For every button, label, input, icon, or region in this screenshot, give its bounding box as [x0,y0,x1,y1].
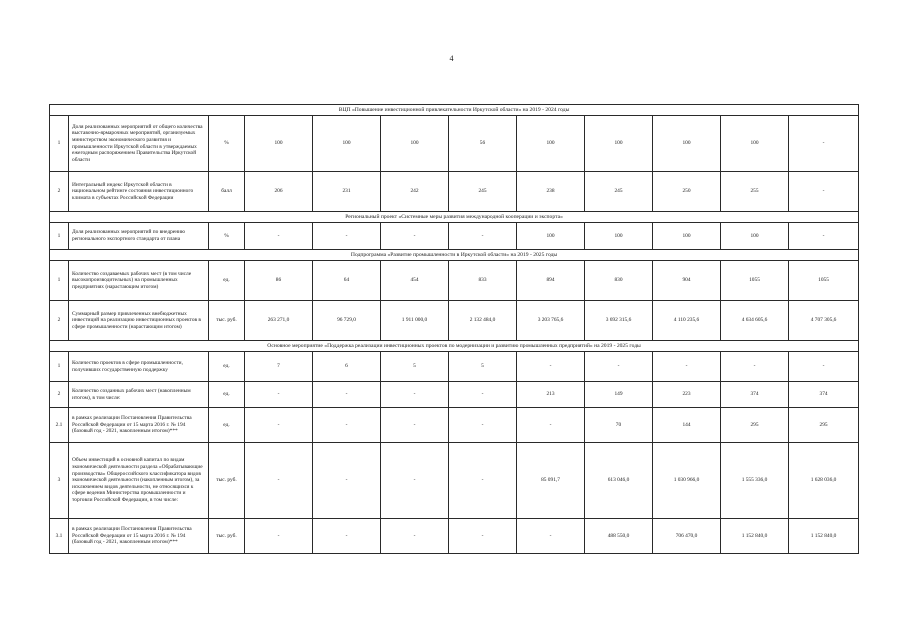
indicator-name: Интегральный индекс Иркутской области в национальном рейтинге состояния инвестиционного климата в субъектах Российской Федерации [69,172,209,212]
value-cell: 149 [585,382,653,408]
unit: ед. [209,261,245,301]
value-cell: 255 [721,172,789,212]
value-cell: 4 634 605,6 [721,301,789,341]
value-cell: - [381,223,449,250]
value-cell: 833 [449,261,517,301]
value-cell: - [517,519,585,554]
row-number: 2 [50,301,69,341]
value-cell: 295 [789,408,859,443]
value-cell: 100 [653,223,721,250]
value-cell: - [449,408,517,443]
unit: ед. [209,352,245,382]
section-title: Подпрограмма «Развитие промышленности в Иркутской области» на 2019 - 2025 годы [50,250,859,261]
value-cell: 1 030 966,0 [653,443,721,519]
value-cell: 213 [517,382,585,408]
section-header-row [50,105,859,116]
value-cell: 245 [585,172,653,212]
indicator-name: Объем инвестиций в основной капитал по видам экономической деятельности раздела «Обрабатывающие производства» Общероссийского классификатора видов экономической деятельности (накопленным итогом), за исключением видов деятельности, не относящихся к сфере ведения Министерства промышленности и торговли Российской Федерации, в том числе: [69,443,209,519]
value-cell: 238 [517,172,585,212]
value-cell: 706 470,0 [653,519,721,554]
indicator-name: Доля реализованных мероприятий по внедрению регионального экспортного стандарта от плана [69,223,209,250]
value-cell: - [789,172,859,212]
row-number: 2 [50,382,69,408]
value-cell: 250 [653,172,721,212]
value-cell: 374 [721,382,789,408]
indicator-name: Количество проектов в сфере промышленности, получивших государственную поддержку [69,352,209,382]
value-cell: 1 628 036,0 [789,443,859,519]
value-cell: - [381,443,449,519]
section-title: ВЦП «Повышение инвестиционной привлекательности Иркутской области» на 2019 - 2024 годы [50,105,859,116]
value-cell: - [245,408,313,443]
row-number: 3.1 [50,519,69,554]
value-cell: - [789,116,859,172]
value-cell: - [245,443,313,519]
value-cell: - [653,352,721,382]
indicator-name: Суммарный размер привлеченных внебюджетных инвестиций на реализацию инвестиционных проектов в сфере промышленности (нарастающим итогом) [69,301,209,341]
value-cell: - [721,352,789,382]
section-title: Региональный проект «Системные меры развития международной кооперации и экспорта» [50,212,859,223]
value-cell: 1055 [721,261,789,301]
value-cell: 3 692 315,6 [585,301,653,341]
value-cell: 3 203 765,6 [517,301,585,341]
value-cell: 454 [381,261,449,301]
value-cell: - [245,382,313,408]
value-cell: 64 [313,261,381,301]
value-cell: 1055 [789,261,859,301]
value-cell: 223 [653,382,721,408]
value-cell: 100 [585,116,653,172]
indicator-name: Количество созданных рабочих мест (накопленным итогом), в том числе: [69,382,209,408]
indicator-row [50,223,859,250]
unit: % [209,116,245,172]
value-cell: - [245,223,313,250]
value-cell: - [381,519,449,554]
value-cell: 144 [653,408,721,443]
value-cell: - [313,408,381,443]
row-number: 2 [50,172,69,212]
value-cell: 242 [381,172,449,212]
indicator-row [50,116,859,172]
value-cell: - [789,223,859,250]
value-cell: 231 [313,172,381,212]
value-cell: 4 110 235,6 [653,301,721,341]
indicator-name: в рамках реализации Постановления Правительства Российской Федерации от 15 марта 2016 г. № 194 (базовый год - 2021, накопленным итогом)*** [69,519,209,554]
value-cell: - [313,223,381,250]
value-cell: 488 550,0 [585,519,653,554]
value-cell: 263 271,0 [245,301,313,341]
row-number: 1 [50,352,69,382]
value-cell: 245 [449,172,517,212]
value-cell: 5 [449,352,517,382]
value-cell: 1 911 000,0 [381,301,449,341]
value-cell: - [517,352,585,382]
value-cell: 4 707 305,6 [789,301,859,341]
value-cell: 86 [245,261,313,301]
value-cell: 1 152 840,0 [789,519,859,554]
value-cell: - [245,519,313,554]
value-cell: 7 [245,352,313,382]
indicator-name: Доля реализованных мероприятий от общего количества выставочно-ярмарочных мероприятий, организуемых министерством экономического развития и промышленности Иркутской области в утверждаемых ежегодным распоряжением Правительства Иркутской области [69,116,209,172]
value-cell: - [313,519,381,554]
value-cell: - [381,408,449,443]
value-cell: - [449,519,517,554]
row-number: 1 [50,223,69,250]
value-cell: - [313,443,381,519]
value-cell: 100 [245,116,313,172]
unit: тыс. руб. [209,519,245,554]
value-cell: 85 091,7 [517,443,585,519]
indicator-row [50,301,859,341]
value-cell: 70 [585,408,653,443]
indicator-row [50,519,859,554]
value-cell: - [789,352,859,382]
value-cell: 100 [721,116,789,172]
value-cell: 96 729,0 [313,301,381,341]
indicator-row [50,443,859,519]
value-cell: 100 [721,223,789,250]
value-cell: 374 [789,382,859,408]
indicator-row [50,172,859,212]
indicator-row [50,261,859,301]
unit: тыс. руб. [209,301,245,341]
page-number: 4 [449,54,454,63]
value-cell: 100 [517,223,585,250]
section-header-row [50,212,859,223]
value-cell: - [517,408,585,443]
row-number: 1 [50,116,69,172]
section-header-row [50,250,859,261]
unit: тыс. руб. [209,443,245,519]
section-title: Основное мероприятие «Поддержка реализации инвестиционных проектов по модернизации и развитию промышленных предприятий» на 2019 - 2025 годы [50,341,859,352]
value-cell: - [313,382,381,408]
value-cell: 1 555 336,0 [721,443,789,519]
section-header-row [50,341,859,352]
value-cell: - [585,352,653,382]
value-cell: - [449,382,517,408]
value-cell: 100 [585,223,653,250]
value-cell: 6 [313,352,381,382]
value-cell: - [381,382,449,408]
value-cell: 613 046,0 [585,443,653,519]
unit: балл [209,172,245,212]
value-cell: 1 152 840,0 [721,519,789,554]
value-cell: 2 132 484,0 [449,301,517,341]
value-cell: 5 [381,352,449,382]
value-cell: 894 [517,261,585,301]
unit: ед. [209,382,245,408]
value-cell: 100 [313,116,381,172]
unit: % [209,223,245,250]
value-cell: 100 [517,116,585,172]
indicator-name: в рамках реализации Постановления Правительства Российской Федерации от 15 марта 2016 г. № 194 (базовый год - 2021, накопленным итогом)*** [69,408,209,443]
unit: ед. [209,408,245,443]
value-cell: 904 [653,261,721,301]
value-cell: 100 [653,116,721,172]
value-cell: - [449,223,517,250]
value-cell: 56 [449,116,517,172]
row-number: 3 [50,443,69,519]
row-number: 1 [50,261,69,301]
indicator-name: Количество создаваемых рабочих мест (в том числе высокопроизводительных) на промышленных предприятиях (нарастающим итогом) [69,261,209,301]
indicator-row [50,408,859,443]
value-cell: 100 [381,116,449,172]
row-number: 2.1 [50,408,69,443]
value-cell: 830 [585,261,653,301]
value-cell: 206 [245,172,313,212]
value-cell: 295 [721,408,789,443]
indicators-table [49,104,859,554]
value-cell: - [449,443,517,519]
indicator-row [50,382,859,408]
indicator-row [50,352,859,382]
